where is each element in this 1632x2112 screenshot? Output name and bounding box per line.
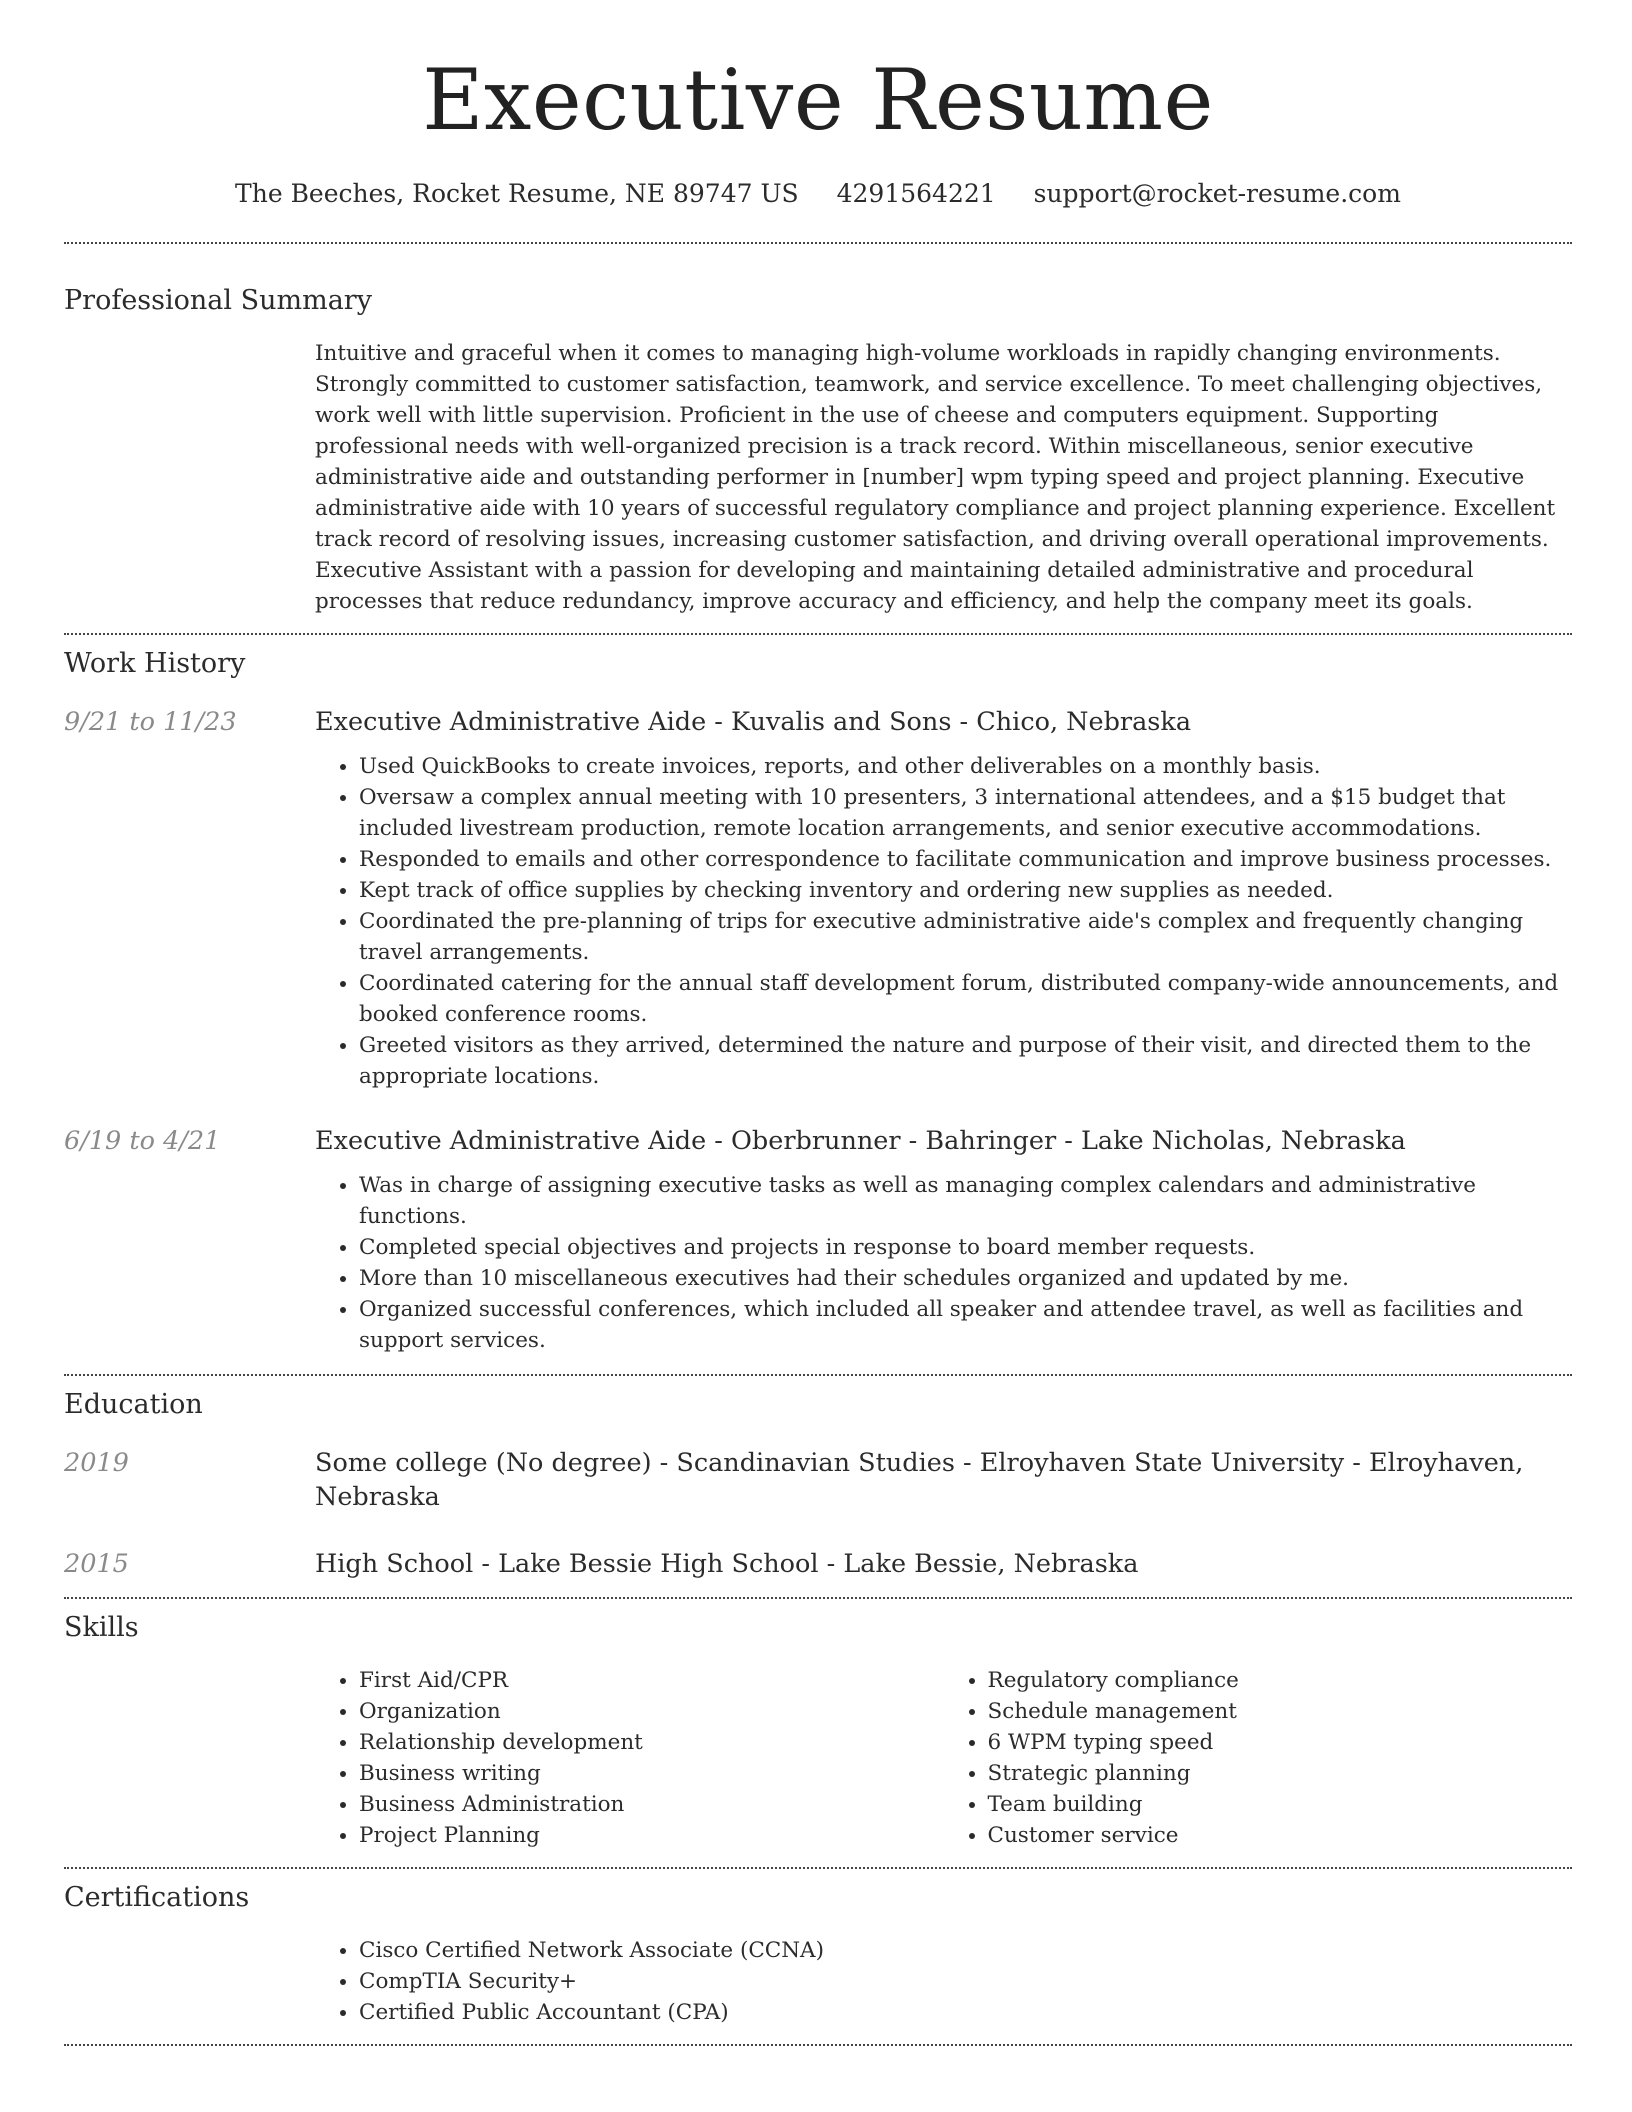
contact-address: The Beeches, Rocket Resume, NE 89747 US: [235, 179, 799, 208]
job-title: Executive Administrative Aide - Kuvalis and Sons - Chico, Nebraska: [315, 707, 1192, 737]
education-year: 2019: [64, 1448, 129, 1478]
list-item: • Relationship development: [359, 1727, 944, 1758]
divider: [64, 633, 1572, 635]
education-section: [64, 1388, 1572, 1581]
list-item: • Cisco Certified Network Associate (CCNA): [359, 1935, 1572, 1966]
resume-page: [64, 0, 1572, 2046]
skills-list-right: [944, 1665, 1573, 1851]
job-bullets: [315, 751, 1572, 1092]
education-entry: [64, 1446, 1572, 1514]
job-entry: [64, 705, 1572, 1092]
list-item: • Oversaw a complex annual meeting with 10 presenters, 3 international attendees, and a $15 budget that included livestream production, remote location arrangements, and senior executive accommodations.: [359, 782, 1572, 844]
section-title-skills: Skills: [64, 1612, 139, 1643]
job-title: Executive Administrative Aide - Oberbrunner - Bahringer - Lake Nicholas, Nebraska: [315, 1126, 1406, 1156]
contact-email: support@rocket-resume.com: [1033, 179, 1401, 208]
list-item: • Responded to emails and other correspondence to facilitate communication and improve business processes.: [359, 844, 1572, 875]
section-title-certifications: Certifications: [64, 1882, 250, 1913]
list-item: • Kept track of office supplies by checking inventory and ordering new supplies as needed.: [359, 875, 1572, 906]
job-bullets: [315, 1170, 1572, 1356]
list-item: • Business Administration: [359, 1789, 944, 1820]
list-item: • Organized successful conferences, which included all speaker and attendee travel, as well as facilities and support services.: [359, 1294, 1572, 1356]
divider: [64, 1867, 1572, 1869]
certifications-list: [315, 1935, 1572, 2028]
list-item: • Regulatory compliance: [988, 1665, 1573, 1696]
resume-name: Executive Resume: [422, 51, 1214, 149]
section-title-summary: Professional Summary: [64, 285, 372, 316]
job-dates: 6/19 to 4/21: [64, 1126, 221, 1156]
section-title-work: Work History: [64, 648, 246, 679]
divider: [64, 242, 1572, 244]
divider: [64, 1597, 1572, 1599]
job-dates: 9/21 to 11/23: [64, 707, 237, 737]
divider: [64, 2044, 1572, 2046]
contact-line: [64, 179, 1572, 209]
list-item: • Team building: [988, 1789, 1573, 1820]
list-item: • Certified Public Accountant (CPA): [359, 1997, 1572, 2028]
list-item: • Project Planning: [359, 1820, 944, 1851]
list-item: • Coordinated catering for the annual staff development forum, distributed company-wide announcements, and booked conference rooms.: [359, 968, 1572, 1030]
list-item: • First Aid/CPR: [359, 1665, 944, 1696]
list-item: • 6 WPM typing speed: [988, 1727, 1573, 1758]
list-item: • Business writing: [359, 1758, 944, 1789]
work-section: [64, 647, 1572, 1356]
list-item: • Greeted visitors as they arrived, determined the nature and purpose of their visit, and directed them to the appropriate locations.: [359, 1030, 1572, 1092]
certifications-section: [64, 1881, 1572, 2028]
job-entry: [64, 1124, 1572, 1356]
list-item: • Organization: [359, 1696, 944, 1727]
list-item: • Customer service: [988, 1820, 1573, 1851]
section-title-education: Education: [64, 1389, 203, 1420]
list-item: • Was in charge of assigning executive tasks as well as managing complex calendars and administrative functions.: [359, 1170, 1572, 1232]
education-text: High School - Lake Bessie High School - Lake Bessie, Nebraska: [315, 1549, 1139, 1579]
education-year: 2015: [64, 1549, 129, 1579]
list-item: • More than 10 miscellaneous executives had their schedules organized and updated by me.: [359, 1263, 1572, 1294]
education-text: Some college (No degree) - Scandinavian Studies - Elroyhaven State University - Elroyhaven, Nebraska: [315, 1448, 1524, 1512]
list-item: • Schedule management: [988, 1696, 1573, 1727]
list-item: • CompTIA Security+: [359, 1966, 1572, 1997]
skills-list-left: [315, 1665, 944, 1851]
list-item: • Strategic planning: [988, 1758, 1573, 1789]
divider: [64, 1374, 1572, 1376]
list-item: • Completed special objectives and projects in response to board member requests.: [359, 1232, 1572, 1263]
summary-text: Intuitive and graceful when it comes to managing high-volume workloads in rapidly changing environments. Strongly committed to customer satisfaction, teamwork, and service excellence. To meet challenging objectives, work well with little supervision. Proficient in the use of cheese and computers equipment. Supporting professional needs with well-organized precision is a track record. Within miscellaneous, senior executive administrative aide and outstanding performer in [number] wpm typing speed and project planning. Executive administrative aide with 10 years of successful regulatory compliance and project planning experience. Excellent track record of resolving issues, increasing customer satisfaction, and driving overall operational improvements. Executive Assistant with a passion for developing and maintaining detailed administrative and procedural processes that reduce redundancy, improve accuracy and efficiency, and help the company meet its goals.: [315, 341, 1556, 614]
contact-phone: 4291564221: [836, 179, 996, 208]
list-item: • Coordinated the pre-planning of trips for executive administrative aide's complex and frequently changing travel arrangements.: [359, 906, 1572, 968]
education-entry: [64, 1547, 1572, 1581]
summary-section: [64, 284, 1572, 617]
list-item: • Used QuickBooks to create invoices, reports, and other deliverables on a monthly basis.: [359, 751, 1572, 782]
skills-section: [64, 1611, 1572, 1851]
